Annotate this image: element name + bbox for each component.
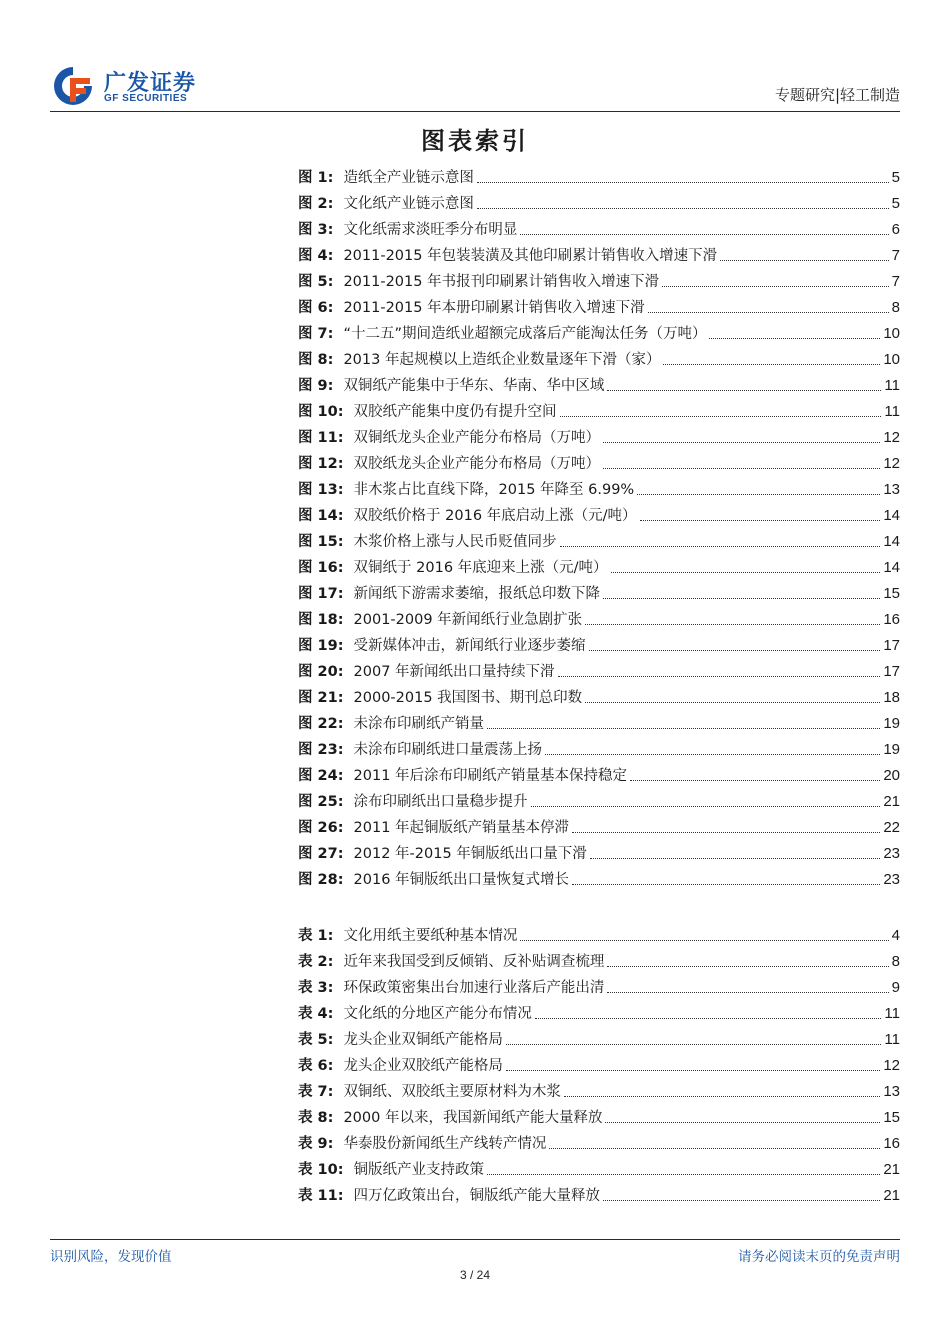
figure-title: 非木浆占比直线下降，2015 年降至 6.99% [353,482,635,498]
table-entry[interactable] [298,945,900,971]
figure-entry[interactable] [298,369,900,395]
table-page-number: 11 [884,1031,900,1048]
figure-entry[interactable] [298,863,900,889]
figure-page-number: 12 [883,429,900,446]
dot-leader [585,624,880,625]
figure-label: 图 21: [298,690,344,706]
dot-leader [662,286,889,287]
figure-label: 图 27: [298,846,344,862]
table-title: 2000 年以来，我国新闻纸产能大量释放 [343,1110,603,1126]
table-page-number: 8 [891,953,900,970]
table-label: 表 1: [298,928,334,944]
figure-page-number: 17 [883,637,900,654]
figure-entry[interactable] [298,317,900,343]
page-number: 3 / 24 [459,1268,491,1282]
figure-label: 图 18: [298,612,344,628]
figure-label: 图 17: [298,586,344,602]
table-label: 表 6: [298,1058,334,1074]
figure-page-number: 8 [891,299,900,316]
table-page-number: 13 [883,1083,900,1100]
figure-title: 造纸全产业链示意图 [343,170,474,186]
figure-index-list [298,161,900,889]
dot-leader [589,650,881,651]
figure-entry[interactable] [298,655,900,681]
dot-leader [663,364,880,365]
table-label: 表 10: [298,1162,344,1178]
figure-title: 双胶纸价格于 2016 年底启动上涨（元/吨） [353,508,637,524]
figure-page-number: 6 [891,221,900,238]
figure-label: 图 2: [298,196,334,212]
figure-title: 2011 年起铜版纸产销量基本停滞 [353,820,570,836]
figure-label: 图 7: [298,326,334,342]
figure-title: 双铜纸于 2016 年底迎来上涨（元/吨） [353,560,608,576]
footer-disclaimer-note: 请务必阅读末页的免责声明 [738,1249,900,1265]
figure-title: 2013 年起规模以上造纸企业数量逐年下滑（家） [343,352,661,368]
table-label: 表 11: [298,1188,344,1204]
dot-leader [531,806,881,807]
table-label: 表 4: [298,1006,334,1022]
figure-label: 图 11: [298,430,344,446]
figure-entry[interactable] [298,395,900,421]
header-divider [50,111,900,112]
figure-label: 图 24: [298,768,344,784]
figure-entry[interactable] [298,733,900,759]
figure-page-number: 11 [884,403,900,420]
figure-title: 涂布印刷纸出口量稳步提升 [353,794,528,810]
figure-page-number: 10 [883,325,900,342]
table-title: 文化用纸主要纸种基本情况 [343,928,518,944]
figure-label: 图 19: [298,638,344,654]
logo-chinese-name: 广发证券 [104,71,197,96]
figure-page-number: 18 [883,689,900,706]
figure-label: 图 22: [298,716,344,732]
figure-page-number: 13 [883,481,900,498]
dot-leader [560,546,881,547]
dot-leader [709,338,880,339]
figure-title: 受新媒体冲击，新闻纸行业逐步萎缩 [353,638,586,654]
figure-page-number: 10 [883,351,900,368]
figure-page-number: 14 [883,533,900,550]
dot-leader [477,182,889,183]
figure-label: 图 28: [298,872,344,888]
figure-label: 图 12: [298,456,344,472]
figure-page-number: 23 [883,871,900,888]
figure-entry[interactable] [298,525,900,551]
figure-entry[interactable] [298,161,900,187]
figure-title: 文化纸产业链示意图 [343,196,474,212]
figure-entry[interactable] [298,681,900,707]
figure-title: 未涂布印刷纸产销量 [353,716,485,732]
dot-leader [549,1148,880,1149]
figure-page-number: 5 [891,169,900,186]
figure-page-number: 7 [891,273,900,290]
page-header [50,62,900,110]
figure-label: 图 13: [298,482,344,498]
table-page-number: 16 [883,1135,900,1152]
dot-leader [545,754,880,755]
figure-label: 图 4: [298,248,334,264]
table-entry[interactable] [298,1127,900,1153]
figure-title: 双胶纸产能集中度仍有提升空间 [353,404,557,420]
dot-leader [564,1096,880,1097]
dot-leader [572,832,880,833]
figure-label: 图 3: [298,222,334,238]
table-label: 表 9: [298,1136,334,1152]
figure-page-number: 14 [883,507,900,524]
figure-label: 图 16: [298,560,344,576]
figure-title: 双铜纸产能集中于华东、华南、华中区域 [343,378,605,394]
figure-title: 双铜纸龙头企业产能分布格局（万吨） [353,430,601,446]
table-title: 环保政策密集出台加速行业落后产能出清 [343,980,605,996]
figure-title: 双胶纸龙头企业产能分布格局（万吨） [353,456,601,472]
table-entry[interactable] [298,1023,900,1049]
dot-leader [477,208,889,209]
figure-entry[interactable] [298,473,900,499]
figure-label: 图 8: [298,352,334,368]
figure-entry[interactable] [298,213,900,239]
figure-title: 新闻纸下游需求萎缩，报纸总印数下降 [353,586,601,602]
figure-title: 未涂布印刷纸进口量震荡上扬 [353,742,543,758]
figure-page-number: 7 [891,247,900,264]
dot-leader [630,780,880,781]
figure-entry[interactable] [298,603,900,629]
figure-page-number: 12 [883,455,900,472]
figure-label: 图 26: [298,820,344,836]
figure-entry[interactable] [298,447,900,473]
figure-label: 图 20: [298,664,344,680]
figure-label: 图 1: [298,170,334,186]
figure-title: 2001-2009 年新闻纸行业急剧扩张 [353,612,583,628]
table-entry[interactable] [298,1101,900,1127]
dot-leader [603,598,880,599]
table-entry[interactable] [298,971,900,997]
dot-leader [506,1044,881,1045]
table-page-number: 11 [884,1005,900,1022]
figure-page-number: 16 [883,611,900,628]
table-title: 铜版纸产业支持政策 [353,1162,485,1178]
figure-entry[interactable] [298,551,900,577]
dot-leader [640,520,881,521]
figure-page-number: 11 [884,377,900,394]
figure-title: 2007 年新闻纸出口量持续下滑 [353,664,555,680]
dot-leader [603,1200,880,1201]
figure-entry[interactable] [298,707,900,733]
table-title: 双铜纸、双胶纸主要原材料为木浆 [343,1084,561,1100]
logo-english-name: GF SECURITIES [104,93,188,104]
table-page-number: 12 [883,1057,900,1074]
table-page-number: 21 [883,1161,900,1178]
figure-page-number: 5 [891,195,900,212]
figure-label: 图 15: [298,534,344,550]
table-label: 表 5: [298,1032,334,1048]
figure-title: 2012 年-2015 年铜版纸出口量下滑 [353,846,587,862]
figure-page-number: 20 [883,767,900,784]
dot-leader [520,234,888,235]
dot-leader [487,728,880,729]
table-entry[interactable] [298,919,900,945]
table-entry[interactable] [298,997,900,1023]
dot-leader [585,702,880,703]
table-page-number: 9 [891,979,900,996]
dot-leader [520,940,888,941]
figure-entry[interactable] [298,239,900,265]
footer-slogan: 识别风险，发现价值 [50,1249,172,1265]
figure-page-number: 15 [883,585,900,602]
figure-label: 图 23: [298,742,344,758]
figure-page-number: 21 [883,793,900,810]
dot-leader [506,1070,880,1071]
table-label: 表 2: [298,954,334,970]
dot-leader [720,260,889,261]
table-entry[interactable] [298,1153,900,1179]
figure-entry[interactable] [298,785,900,811]
table-title: 龙头企业双胶纸产能格局 [343,1058,503,1074]
table-title: 华泰股份新闻纸生产线转产情况 [343,1136,547,1152]
figure-label: 图 25: [298,794,344,810]
table-entry[interactable] [298,1179,900,1205]
figure-page-number: 19 [883,741,900,758]
dot-leader [590,858,881,859]
figure-label: 图 10: [298,404,344,420]
company-logo [50,62,210,108]
figure-page-number: 14 [883,559,900,576]
table-label: 表 7: [298,1084,334,1100]
table-page-number: 4 [891,927,900,944]
figure-label: 图 6: [298,300,334,316]
figure-entry[interactable] [298,759,900,785]
table-title: 文化纸的分地区产能分布情况 [343,1006,532,1022]
dot-leader [487,1174,880,1175]
figure-entry[interactable] [298,629,900,655]
table-page-number: 21 [883,1187,900,1204]
footer-divider [50,1239,900,1240]
figure-title: 2011-2015 年书报刊印刷累计销售收入增速下滑 [343,274,660,290]
figure-title: 2011-2015 年本册印刷累计销售收入增速下滑 [343,300,645,316]
figure-page-number: 22 [883,819,900,836]
figure-page-number: 19 [883,715,900,732]
dot-leader [648,312,889,313]
dot-leader [603,442,880,443]
table-index-list [298,919,900,1205]
dot-leader [603,468,880,469]
table-page-number: 15 [883,1109,900,1126]
figure-entry[interactable] [298,499,900,525]
table-label: 表 3: [298,980,334,996]
table-label: 表 8: [298,1110,334,1126]
gf-logo-icon [50,64,96,106]
dot-leader [535,1018,881,1019]
figure-title: 木浆价格上涨与人民币贬值同步 [353,534,557,550]
figure-title: 2016 年铜版纸出口量恢复式增长 [353,872,570,888]
figure-entry[interactable] [298,291,900,317]
table-entry[interactable] [298,1049,900,1075]
figure-page-number: 17 [883,663,900,680]
dot-leader [611,572,881,573]
figure-entry[interactable] [298,343,900,369]
dot-leader [607,390,881,391]
figure-title: 2011-2015 年包装装潢及其他印刷累计销售收入增速下滑 [343,248,718,264]
figure-title: 2011 年后涂布印刷纸产销量基本保持稳定 [353,768,628,784]
table-title: 近年来我国受到反倾销、反补贴调查梳理 [343,954,605,970]
dot-leader [607,966,888,967]
figure-label: 图 14: [298,508,344,524]
figure-entry[interactable] [298,811,900,837]
table-title: 龙头企业双铜纸产能格局 [343,1032,503,1048]
figure-entry[interactable] [298,187,900,213]
dot-leader [637,494,880,495]
figure-page-number: 23 [883,845,900,862]
figure-title: 2000-2015 我国图书、期刊总印数 [353,690,583,706]
table-entry[interactable] [298,1075,900,1101]
figure-title: “十二五”期间造纸业超额完成落后产能淘汰任务（万吨） [343,326,707,342]
figure-entry[interactable] [298,577,900,603]
figure-title: 文化纸需求淡旺季分布明显 [343,222,518,238]
page-title: 图表索引 [421,126,529,155]
figure-label: 图 9: [298,378,334,394]
dot-leader [572,884,880,885]
figure-entry[interactable] [298,421,900,447]
dot-leader [560,416,882,417]
report-section-label: 专题研究|轻工制造 [774,86,900,104]
figure-label: 图 5: [298,274,334,290]
figure-entry[interactable] [298,265,900,291]
dot-leader [607,992,888,993]
dot-leader [605,1122,880,1123]
dot-leader [558,676,881,677]
table-title: 四万亿政策出台，铜版纸产能大量释放 [353,1188,601,1204]
figure-entry[interactable] [298,837,900,863]
